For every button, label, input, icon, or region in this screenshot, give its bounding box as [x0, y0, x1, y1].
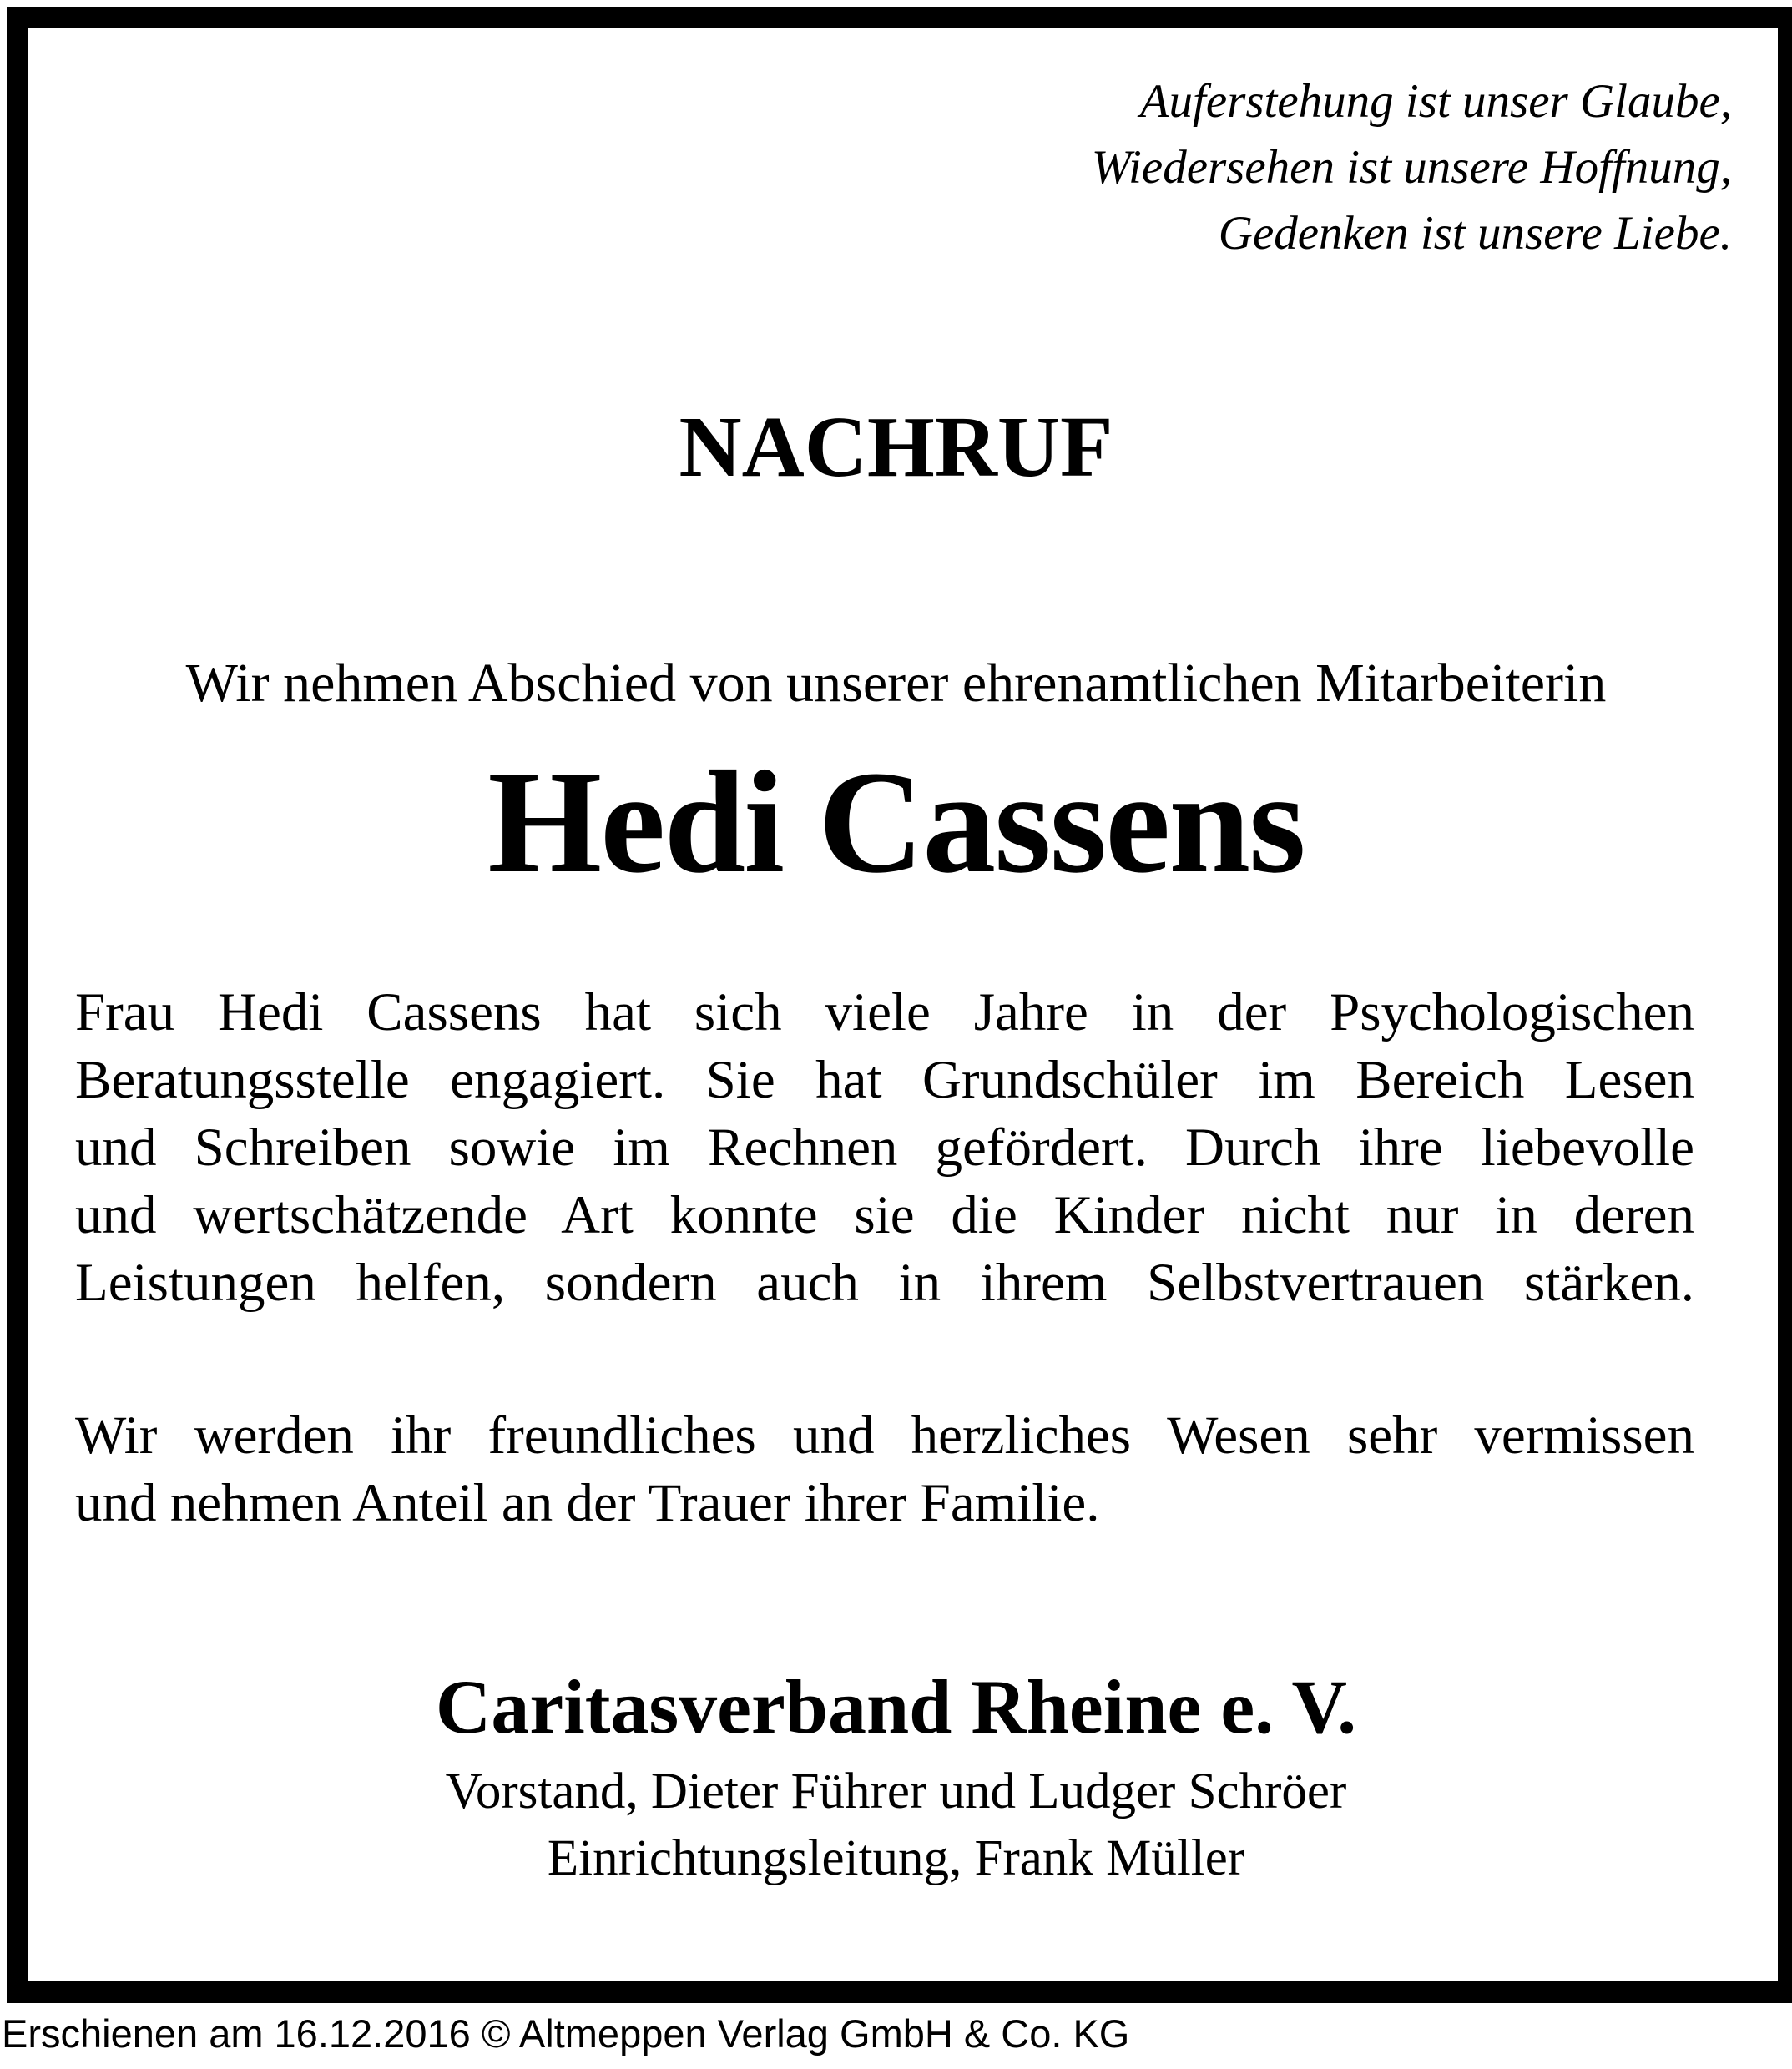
paragraph-line: Frau Hedi Cassens hat sich viele Jahre in der Psychologischen [75, 982, 1694, 1042]
motto-line: Auferstehung ist unser Glaube, [1139, 75, 1732, 128]
motto-quote [1092, 68, 1732, 266]
motto-line: Wiedersehen ist unsere Hoffnung, [1091, 141, 1732, 194]
motto-line: Gedenken ist unsere Liebe. [1218, 207, 1732, 260]
paragraph-line: Leistungen helfen, sondern auch in ihrem Selbstvertrauen stärken. [75, 1253, 1694, 1313]
body-paragraph-1 [75, 979, 1694, 1317]
body-paragraph-2 [75, 1402, 1694, 1537]
deceased-name: Hedi Cassens [487, 741, 1305, 904]
organization-name: Caritasverband Rheine e. V. [435, 1664, 1357, 1749]
signature-line: Vorstand, Dieter Führer und Ludger Schröer [445, 1764, 1347, 1819]
paragraph-line: Beratungsstelle engagiert. Sie hat Grundschüler im Bereich Lesen [75, 1050, 1694, 1110]
obituary-heading: NACHRUF [679, 399, 1113, 495]
paragraph-line: und wertschätzende Art konnte sie die Kinder nicht nur in deren [75, 1185, 1694, 1245]
paragraph-line: und Schreiben sowie im Rechnen gefördert. Durch ihre liebevolle [75, 1118, 1694, 1178]
signature-block [0, 1759, 1792, 1892]
publication-footer: Erschienen am 16.12.2016 © Altmeppen Verlag GmbH & Co. KG [2, 2011, 1130, 2056]
intro-line: Wir nehmen Abschied von unserer ehrenamtlichen Mitarbeiterin [185, 653, 1607, 714]
paragraph-line: und nehmen Anteil an der Trauer ihrer Familie. [75, 1473, 1100, 1533]
signature-line: Einrichtungsleitung, Frank Müller [547, 1830, 1245, 1886]
paragraph-line: Wir werden ihr freundliches und herzliches Wesen sehr vermissen [75, 1405, 1694, 1466]
